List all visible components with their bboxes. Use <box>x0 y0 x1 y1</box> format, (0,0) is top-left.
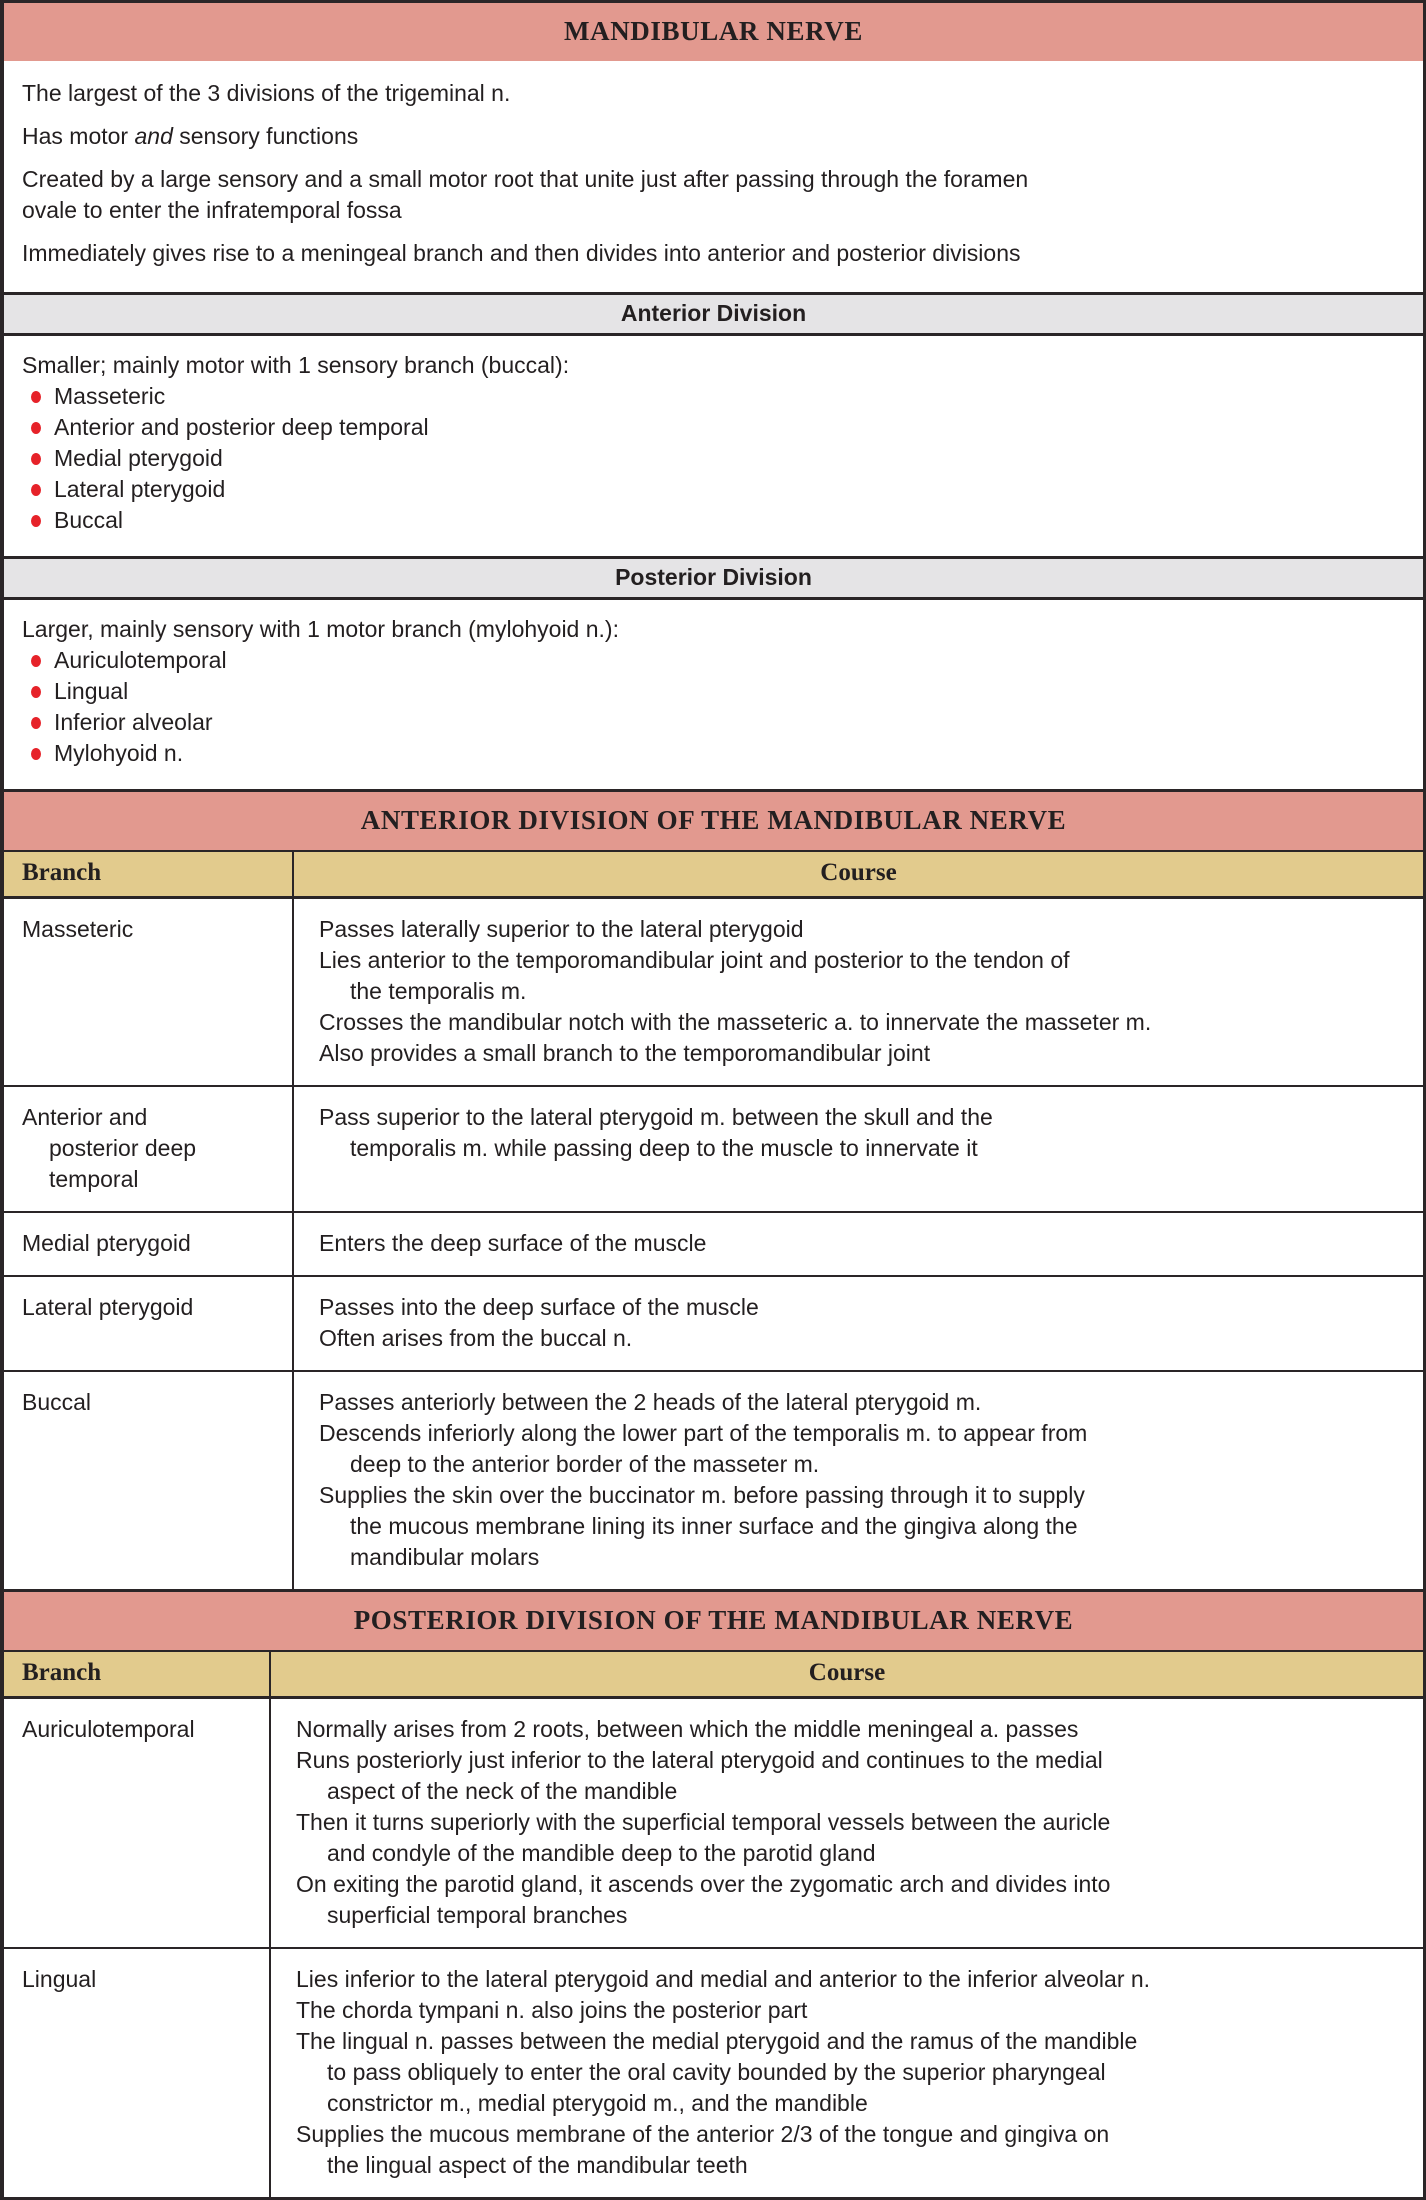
branch-line: Auriculotemporal <box>22 1716 195 1742</box>
course-line: mandibular molars <box>350 1544 540 1570</box>
branch-line: Buccal <box>22 1389 92 1415</box>
page-title: MANDIBULAR NERVE <box>4 3 1423 61</box>
course-paragraph <box>319 1292 1413 1323</box>
intro-paragraph <box>22 78 1405 109</box>
intro-paragraph <box>22 164 1405 226</box>
branch-cell <box>4 1087 294 1211</box>
list-item-label: Auriculotemporal <box>54 647 227 673</box>
anterior-table-title: ANTERIOR DIVISION OF THE MANDIBULAR NERVE <box>4 789 1423 850</box>
course-line: Crosses the mandibular notch with the masseteric a. to innervate the masseter m. <box>319 1009 1152 1035</box>
bullet-dot-icon <box>31 686 41 698</box>
table-row <box>4 1211 1423 1275</box>
bullet-dot-icon <box>31 453 41 465</box>
branch-cell <box>4 1699 271 1947</box>
course-line: and condyle of the mandible deep to the parotid gland <box>327 1840 876 1866</box>
table-row <box>4 1699 1423 1947</box>
course-line: Lies inferior to the lateral pterygoid and medial and anterior to the inferior alveolar n. <box>296 1966 1151 1992</box>
list-item <box>22 412 1405 443</box>
course-paragraph <box>319 1323 1413 1354</box>
course-cell <box>294 1277 1423 1370</box>
course-line: Passes laterally superior to the lateral pterygoid <box>319 916 804 942</box>
bullet-dot-icon <box>31 391 41 403</box>
division-lead-text: Larger, mainly sensory with 1 motor branch (mylohyoid n.): <box>22 616 619 642</box>
anterior-division-list <box>4 336 1423 556</box>
table-row <box>4 1275 1423 1370</box>
column-header-branch: Branch <box>4 852 294 896</box>
course-line: Supplies the skin over the buccinator m. before passing through it to supply <box>319 1482 1085 1508</box>
branch-line: Anterior and <box>22 1104 148 1130</box>
branch-cell <box>4 1372 294 1589</box>
anterior-division-table <box>4 850 1423 1589</box>
posterior-division-list <box>4 600 1423 789</box>
course-line: On exiting the parotid gland, it ascends over the zygomatic arch and divides into <box>296 1871 1111 1897</box>
course-paragraph <box>319 1387 1413 1418</box>
course-paragraph <box>296 2119 1413 2181</box>
course-line: aspect of the neck of the mandible <box>327 1778 678 1804</box>
course-line: Passes anteriorly between the 2 heads of the lateral pterygoid m. <box>319 1389 982 1415</box>
branch-cell <box>4 899 294 1085</box>
course-paragraph <box>319 1102 1413 1164</box>
list-item <box>22 738 1405 769</box>
text-segment: Has motor <box>22 123 135 149</box>
table-row <box>4 1085 1423 1211</box>
list-item <box>22 676 1405 707</box>
list-item <box>22 381 1405 412</box>
posterior-division-table <box>4 1650 1423 2197</box>
list-item-label: Buccal <box>54 507 124 533</box>
text-line <box>22 164 1405 195</box>
course-paragraph <box>319 914 1413 945</box>
column-header-branch: Branch <box>4 1652 271 1696</box>
division-lead-text: Smaller; mainly motor with 1 sensory branch (buccal): <box>22 352 570 378</box>
list-item-label: Lingual <box>54 678 129 704</box>
course-paragraph <box>319 945 1413 1007</box>
list-item-label: Lateral pterygoid <box>54 476 226 502</box>
course-paragraph <box>296 1745 1413 1807</box>
table-row <box>4 899 1423 1085</box>
branch-line: posterior deep <box>49 1135 197 1161</box>
list-item <box>22 645 1405 676</box>
course-line: constrictor m., medial pterygoid m., and the mandible <box>327 2090 868 2116</box>
bullet-dot-icon <box>31 422 41 434</box>
course-cell <box>294 1213 1423 1275</box>
branch-cell <box>4 1277 294 1370</box>
course-paragraph <box>319 1038 1413 1069</box>
table-header-row <box>4 1650 1423 1699</box>
table-body <box>4 899 1423 1589</box>
intro-section <box>4 61 1423 292</box>
branch-line: Lingual <box>22 1966 97 1992</box>
bullet-dot-icon <box>31 515 41 527</box>
division-band-anterior: Anterior Division <box>4 292 1423 336</box>
course-line: Enters the deep surface of the muscle <box>319 1230 707 1256</box>
course-paragraph <box>319 1480 1413 1573</box>
course-line: Runs posteriorly just inferior to the lateral pterygoid and continues to the medial <box>296 1747 1103 1773</box>
list-item-label: Anterior and posterior deep temporal <box>54 414 429 440</box>
bullet-dot-icon <box>31 484 41 496</box>
course-line: Supplies the mucous membrane of the anterior 2/3 of the tongue and gingiva on <box>296 2121 1110 2147</box>
text-line <box>22 78 1405 109</box>
branch-cell <box>4 1949 271 2197</box>
column-header-course: Course <box>808 1659 886 1686</box>
course-line: the lingual aspect of the mandibular teeth <box>327 2152 748 2178</box>
course-line: Passes into the deep surface of the muscle <box>319 1294 759 1320</box>
course-paragraph <box>296 1714 1413 1745</box>
course-line: deep to the anterior border of the masseter m. <box>350 1451 820 1477</box>
division-band-posterior: Posterior Division <box>4 556 1423 600</box>
course-paragraph <box>319 1007 1413 1038</box>
course-cell <box>294 1372 1423 1589</box>
text-segment: The largest of the 3 divisions of the trigeminal n. <box>22 80 511 106</box>
table-row <box>4 1947 1423 2197</box>
intro-paragraph <box>22 121 1405 152</box>
bullet-dot-icon <box>31 717 41 729</box>
list-item-label: Inferior alveolar <box>54 709 213 735</box>
text-segment: Created by a large sensory and a small motor root that unite just after passing through the foramen <box>22 166 1029 192</box>
text-line <box>22 121 1405 152</box>
course-paragraph <box>296 1964 1413 1995</box>
course-paragraph <box>296 1869 1413 1931</box>
bullet-dot-icon <box>31 748 41 760</box>
course-cell <box>294 899 1423 1085</box>
course-line: superficial temporal branches <box>327 1902 628 1928</box>
branch-line: temporal <box>49 1166 139 1192</box>
course-line: the mucous membrane lining its inner surface and the gingiva along the <box>350 1513 1078 1539</box>
course-line: Then it turns superiorly with the superficial temporal vessels between the auricle <box>296 1809 1111 1835</box>
table-row <box>4 1370 1423 1589</box>
course-paragraph <box>319 1228 1413 1259</box>
course-line: temporalis m. while passing deep to the muscle to innervate it <box>350 1135 978 1161</box>
text-line <box>22 238 1405 269</box>
branch-line: Medial pterygoid <box>22 1230 191 1256</box>
course-line: The chorda tympani n. also joins the posterior part <box>296 1997 808 2023</box>
course-line: Normally arises from 2 roots, between which the middle meningeal a. passes <box>296 1716 1079 1742</box>
table-header-row <box>4 850 1423 899</box>
list-item <box>22 707 1405 738</box>
course-line: the temporalis m. <box>350 978 527 1004</box>
course-paragraph <box>296 1995 1413 2026</box>
branch-line: Masseteric <box>22 916 134 942</box>
list-item-label: Masseteric <box>54 383 166 409</box>
course-paragraph <box>296 1807 1413 1869</box>
table-body <box>4 1699 1423 2197</box>
branch-cell <box>4 1213 294 1275</box>
list-item <box>22 474 1405 505</box>
bullet-dot-icon <box>31 655 41 667</box>
list-item <box>22 443 1405 474</box>
course-line: to pass obliquely to enter the oral cavity bounded by the superior pharyngeal <box>327 2059 1106 2085</box>
course-line: Descends inferiorly along the lower part of the temporalis m. to appear from <box>319 1420 1088 1446</box>
course-line: Lies anterior to the temporomandibular joint and posterior to the tendon of <box>319 947 1070 973</box>
course-line: Also provides a small branch to the temporomandibular joint <box>319 1040 931 1066</box>
text-segment: sensory functions <box>172 123 359 149</box>
course-paragraph <box>319 1418 1413 1480</box>
list-item <box>22 505 1405 536</box>
course-line: Often arises from the buccal n. <box>319 1325 633 1351</box>
list-item-label: Medial pterygoid <box>54 445 223 471</box>
list-item-label: Mylohyoid n. <box>54 740 184 766</box>
course-line: The lingual n. passes between the medial pterygoid and the ramus of the mandible <box>296 2028 1138 2054</box>
text-segment: Immediately gives rise to a meningeal branch and then divides into anterior and posterior divisions <box>22 240 1021 266</box>
text-segment: ovale to enter the infratemporal fossa <box>22 197 402 223</box>
course-cell <box>271 1699 1423 1947</box>
course-line: Pass superior to the lateral pterygoid m. between the skull and the <box>319 1104 993 1130</box>
branch-line: Lateral pterygoid <box>22 1294 194 1320</box>
course-cell <box>271 1949 1423 2197</box>
intro-paragraph <box>22 238 1405 269</box>
course-paragraph <box>296 2026 1413 2119</box>
posterior-table-title: POSTERIOR DIVISION OF THE MANDIBULAR NERVE <box>4 1589 1423 1650</box>
text-line <box>22 195 1405 226</box>
italic-text: and <box>134 123 173 149</box>
course-cell <box>294 1087 1423 1211</box>
column-header-course: Course <box>820 859 897 886</box>
